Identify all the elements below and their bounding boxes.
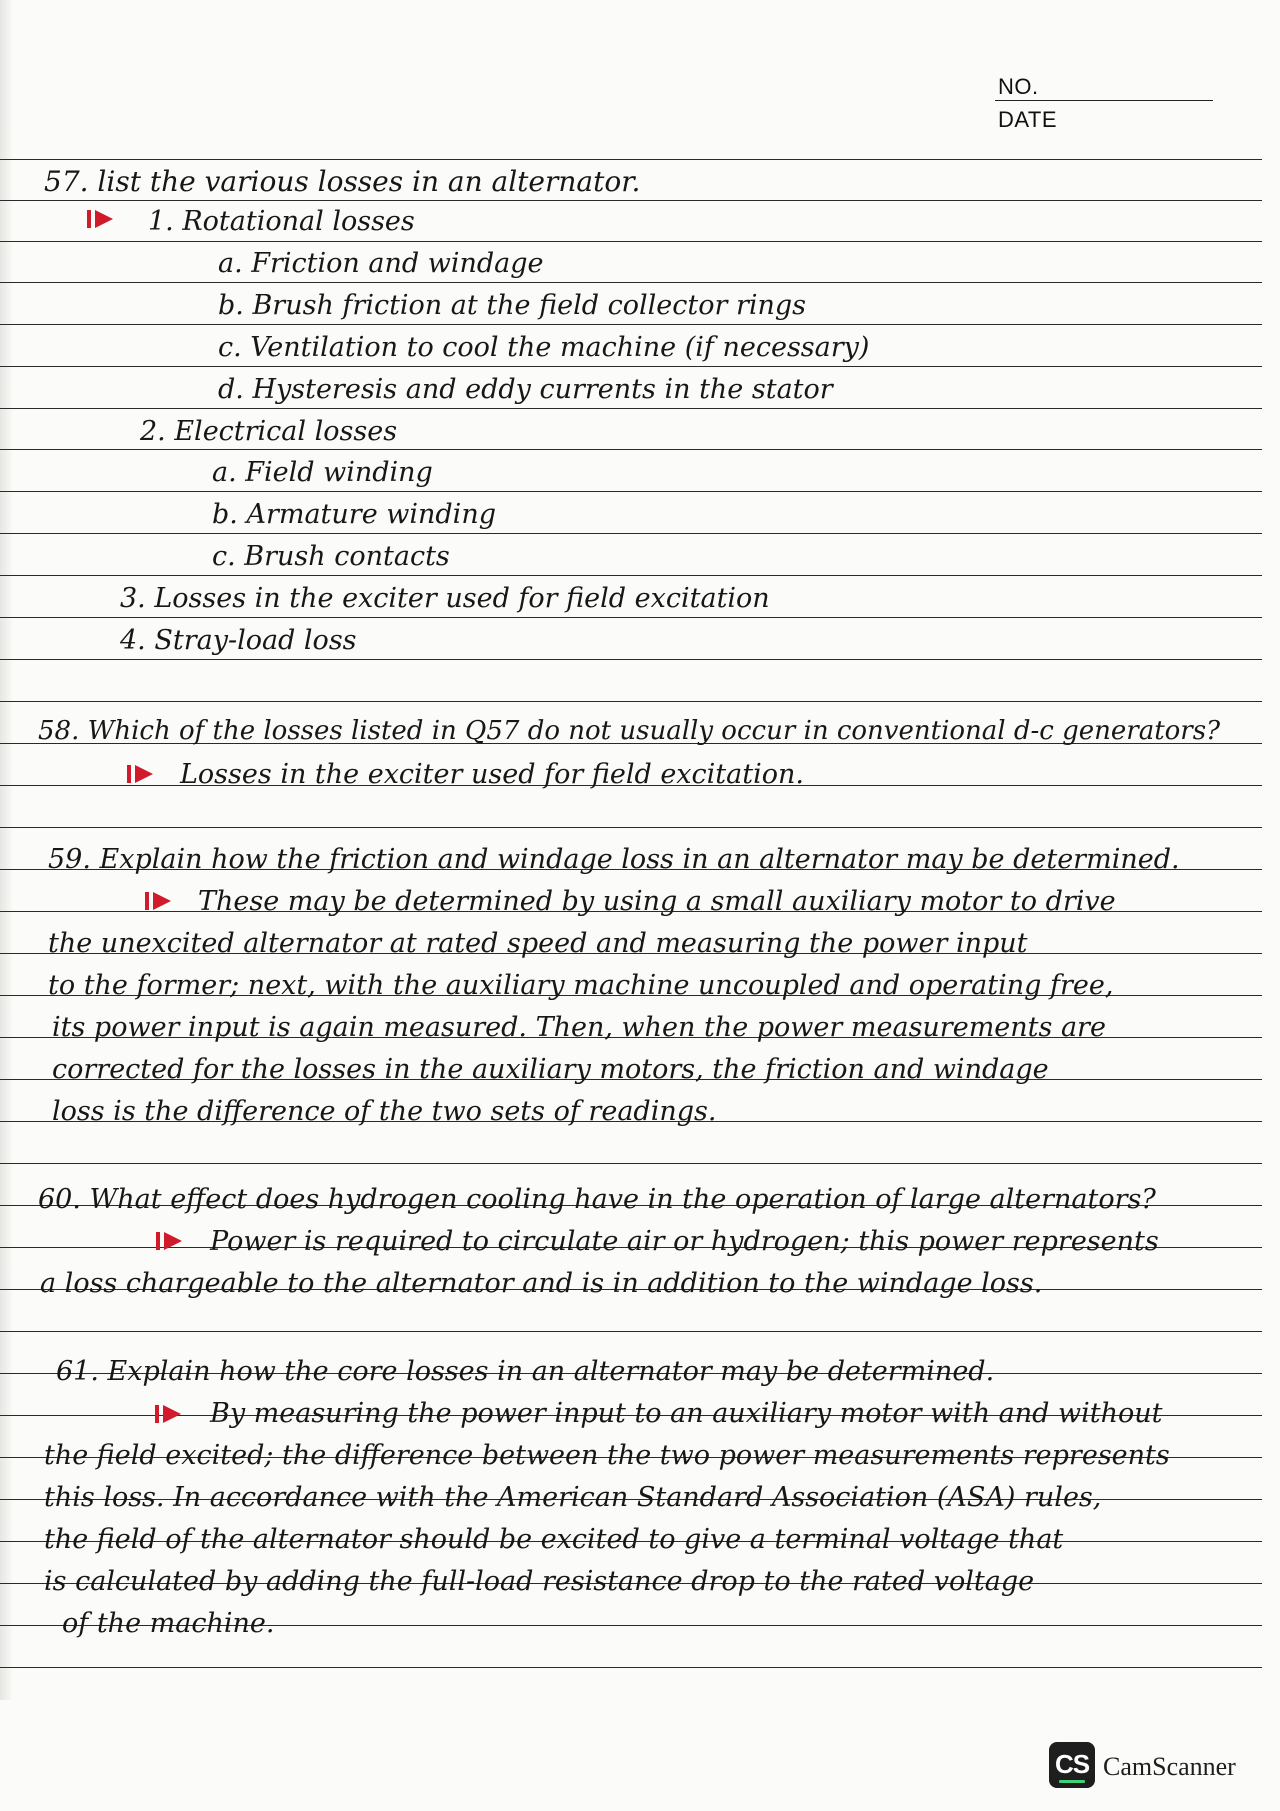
- answer-60-line-2: a loss chargeable to the alternator and is in addition to the windage loss.: [40, 1268, 1043, 1299]
- answer-57-item-3: 3. Losses in the exciter used for field excitation: [120, 583, 770, 614]
- answer-61-line-3: this loss. In accordance with the American Standard Association (ASA) rules,: [44, 1482, 1102, 1513]
- ruled-line: [0, 491, 1262, 492]
- answer-59-line-3: to the former; next, with the auxiliary machine uncoupled and operating free,: [48, 970, 1114, 1001]
- page-binding-edge: [0, 0, 12, 1700]
- ruled-line: [0, 159, 1262, 160]
- ruled-line: [0, 408, 1262, 409]
- date-label: DATE: [998, 107, 1058, 132]
- camscanner-logo-text: CS: [1054, 1749, 1090, 1779]
- ruled-line: [0, 324, 1262, 325]
- answer-57-item-2: 2. Electrical losses: [140, 416, 398, 447]
- ruled-line: [0, 241, 1262, 242]
- answer-57-item-1a: a. Friction and windage: [218, 248, 544, 279]
- answer-marker-icon: [126, 763, 156, 785]
- camscanner-logo-bar: [1059, 1780, 1085, 1783]
- answer-57-item-1c: c. Ventilation to cool the machine (if necessary): [218, 332, 870, 363]
- ruled-line: [0, 533, 1262, 534]
- answer-61-line-2: the field excited; the difference between the two power measurements represents: [44, 1440, 1170, 1471]
- answer-59-line-1: These may be determined by using a small auxiliary motor to drive: [198, 886, 1116, 917]
- answer-61-line-4: the field of the alternator should be excited to give a terminal voltage that: [44, 1524, 1064, 1555]
- answer-61-line-5: is calculated by adding the full-load resistance drop to the rated voltage: [44, 1566, 1035, 1597]
- answer-61-line-6: of the machine.: [62, 1608, 275, 1639]
- question-57: 57. list the various losses in an alternator.: [44, 165, 641, 198]
- answer-59-line-2: the unexcited alternator at rated speed and measuring the power input: [48, 928, 1028, 959]
- question-58: 58. Which of the losses listed in Q57 do not usually occur in conventional d-c generators?: [38, 716, 1221, 746]
- question-60: 60. What effect does hydrogen cooling have in the operation of large alternators?: [38, 1184, 1156, 1215]
- answer-58: Losses in the exciter used for field excitation.: [180, 759, 804, 790]
- ruled-line: [0, 282, 1262, 283]
- ruled-line: [0, 575, 1262, 576]
- camscanner-logo-icon: [1049, 1742, 1095, 1788]
- answer-59-line-4: its power input is again measured. Then, when the power measurements are: [52, 1012, 1106, 1043]
- camscanner-brand: CamScanner: [1103, 1752, 1236, 1781]
- answer-57-item-1: 1. Rotational losses: [148, 206, 415, 237]
- answer-57-item-2b: b. Armature winding: [212, 499, 496, 530]
- ruled-line: [0, 200, 1262, 201]
- answer-59-line-6: loss is the difference of the two sets of readings.: [52, 1096, 717, 1127]
- no-label: NO.: [998, 74, 1039, 99]
- ruled-line: [0, 659, 1262, 660]
- ruled-line: [0, 827, 1262, 828]
- answer-marker-icon: [154, 1403, 184, 1425]
- answer-57-item-2a: a. Field winding: [212, 457, 433, 488]
- answer-60-line-1: Power is required to circulate air or hydrogen; this power represents: [210, 1226, 1159, 1257]
- answer-marker-icon: [144, 890, 174, 912]
- ruled-line: [0, 366, 1262, 367]
- question-61: 61. Explain how the core losses in an alternator may be determined.: [56, 1356, 995, 1387]
- answer-57-item-1b: b. Brush friction at the field collector rings: [218, 290, 807, 321]
- answer-59-line-5: corrected for the losses in the auxiliary motors, the friction and windage: [52, 1054, 1049, 1085]
- answer-marker-icon: [86, 208, 116, 230]
- ruled-line: [0, 1163, 1262, 1164]
- answer-61-line-1: By measuring the power input to an auxiliary motor with and without: [210, 1398, 1163, 1429]
- answer-57-item-1d: d. Hysteresis and eddy currents in the stator: [218, 374, 833, 405]
- ruled-line: [0, 701, 1262, 702]
- ruled-line: [0, 1331, 1262, 1332]
- question-59: 59. Explain how the friction and windage loss in an alternator may be determined.: [48, 844, 1180, 875]
- ruled-line: [0, 1667, 1262, 1668]
- answer-57-item-2c: c. Brush contacts: [212, 541, 450, 572]
- answer-57-item-4: 4. Stray-load loss: [120, 625, 357, 656]
- ruled-line: [0, 617, 1262, 618]
- answer-marker-icon: [155, 1230, 185, 1252]
- no-rule: [995, 100, 1213, 101]
- ruled-line: [0, 449, 1262, 450]
